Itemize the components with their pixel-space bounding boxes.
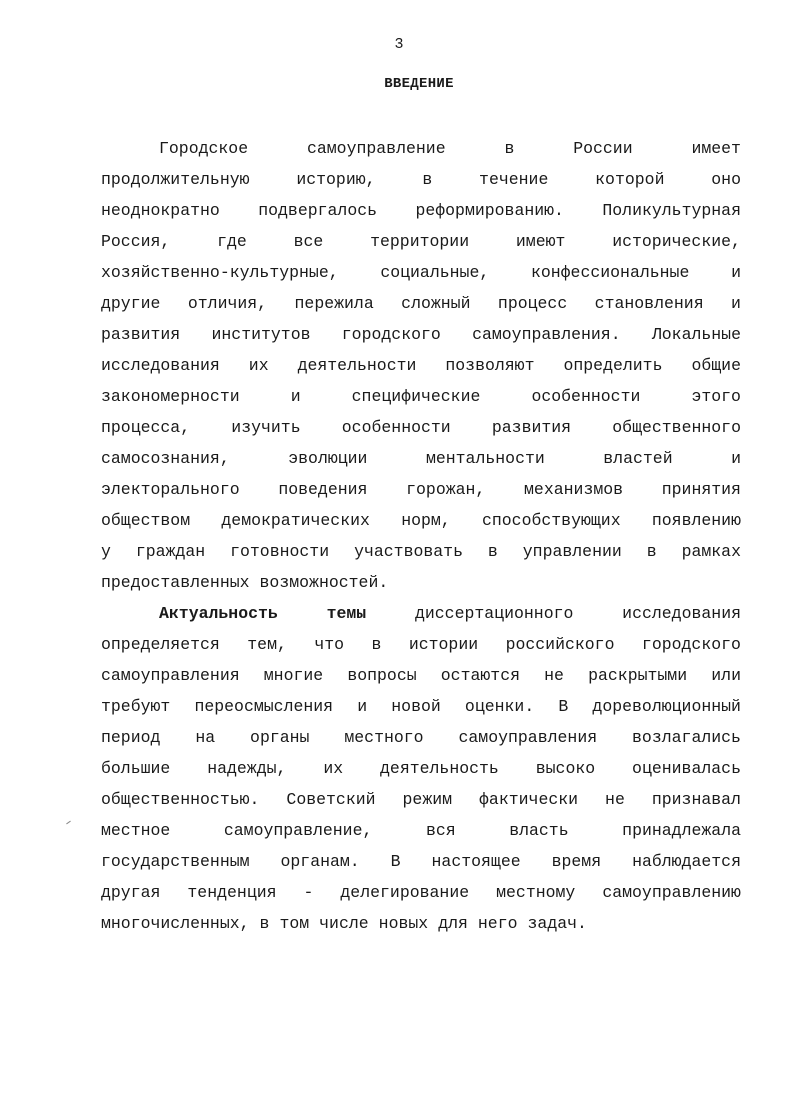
word: и [731,449,741,468]
word: Россия, [101,232,171,251]
word: или [711,666,741,685]
section-heading: ВВЕДЕНИЕ [384,76,454,92]
text-line [101,846,741,877]
text-line [101,288,741,319]
word: местное [101,821,171,840]
word: в [422,170,433,189]
word: для [438,914,468,933]
word: эволюции [288,449,368,468]
word: их [248,356,269,375]
word: Советский [286,790,376,809]
word: и [357,697,368,716]
word: в [504,139,515,158]
word: электорального [101,480,240,499]
word: тем, [247,635,287,654]
word: В [558,697,569,716]
word: появлению [651,511,741,530]
word: другая [101,883,161,902]
page-number: 3 [394,36,404,53]
word: городского [641,635,741,654]
text-line [101,598,741,629]
word: делегирование [340,883,470,902]
word: неоднократно [101,201,220,220]
word: имеет [691,139,741,158]
word: изучить [231,418,301,437]
word: том [279,914,310,933]
text-line [101,784,741,815]
text-line [101,629,741,660]
word: органам. [280,852,360,871]
word: пережила [294,294,374,313]
word: принадлежала [622,821,741,840]
word: институтов [211,325,311,344]
word: общественного [612,418,741,437]
text-line [101,226,741,257]
word: рамках [681,542,741,561]
bold-term: Актуальность [159,604,278,623]
word: самоуправления. [472,325,621,344]
word: управлении [522,542,622,561]
text-line [101,381,741,412]
word: у [101,542,111,561]
text-line [101,660,741,691]
word: дореволюционный [592,697,741,716]
word: В [390,852,401,871]
word: общие [691,356,741,375]
word: и [731,263,741,282]
word: сложный [401,294,471,313]
word: - [303,883,314,902]
word: самоуправления [101,666,240,685]
word: подвергалось [258,201,378,220]
word: высоко [535,759,596,778]
word: местному [496,883,576,902]
text-line [101,257,741,288]
word: признавал [651,790,741,809]
word: этого [691,387,741,406]
word: становления [594,294,704,313]
word: органы [250,728,310,747]
word: России [573,139,633,158]
word: российского [505,635,615,654]
word: в [487,542,498,561]
word: самоуправлению [602,883,741,902]
word: исследования [622,604,741,623]
word: историю, [296,170,376,189]
word: на [195,728,216,747]
word: властей [603,449,673,468]
word: ментальности [425,449,545,468]
text-line [101,350,741,381]
word: раскрытыми [588,666,688,685]
word: продолжительную [101,170,250,189]
word: все [293,232,324,251]
word: новой [391,697,441,716]
word: поведения [278,480,368,499]
word: не [605,790,625,809]
word: самосознания, [101,449,230,468]
word: вся [425,821,456,840]
word: закономерности [101,387,240,406]
word: него [477,914,518,933]
word: процесс [497,294,568,313]
text-line [101,536,741,567]
text-line [101,319,741,350]
word: Городское [159,139,249,158]
word: и [290,387,301,406]
word: тенденция [187,883,277,902]
word: конфессиональные [530,263,690,282]
word: наблюдается [632,852,741,871]
word: время [551,852,602,871]
word: переосмысления [194,697,334,716]
word: большие [101,759,171,778]
word: многие [263,666,324,685]
word: оценивалась [632,759,741,778]
text-line [101,691,741,722]
paragraph-introduction [101,133,741,598]
word: специфические [351,387,481,406]
margin-mark [66,821,71,825]
word: истории [408,635,479,654]
word: режим [402,790,453,809]
word: период [101,728,161,747]
word: и [731,294,741,313]
word: развития [491,418,572,437]
word: государственным [101,852,250,871]
word: многочисленных, [101,914,250,933]
word: отличия, [187,294,268,313]
word: течение [479,170,549,189]
word: их [323,759,344,778]
paragraph-relevance [101,598,741,939]
word: предоставленных [101,573,250,592]
word: самоуправление, [223,821,373,840]
word: другие [101,294,161,313]
word: числе [319,914,369,933]
bold-term: темы [326,604,367,623]
word: готовности [230,542,330,561]
word: в [259,914,270,933]
word: деятельность [380,759,499,778]
word: норм, [401,511,451,530]
word: самоуправления [458,728,598,747]
word: остаются [440,666,520,685]
word: социальные, [380,263,490,282]
word: что [314,635,345,654]
word: имеют [515,232,566,251]
word: городского [341,325,441,344]
word: местного [344,728,424,747]
word: граждан [135,542,206,561]
word: реформированию. [415,201,564,220]
word: вопросы [347,666,417,685]
word: в [371,635,382,654]
text-line [101,164,741,195]
word: надежды, [207,759,287,778]
word: фактически [479,790,579,809]
word: задач. [527,914,587,933]
text-line [101,505,741,536]
word: диссертационного [414,604,574,623]
text-line [101,877,741,908]
word: определить [563,356,663,375]
word: настоящее [431,852,521,871]
text-line [101,195,741,226]
word: процесса, [101,418,191,437]
word: хозяйственно-культурные, [101,263,339,282]
text-line [101,412,741,443]
word: обществом [101,511,191,530]
word: развития [101,325,181,344]
word: позволяют [445,356,535,375]
word: новых [378,914,429,933]
word: которой [595,170,665,189]
word: особенности [531,387,641,406]
word: оно [711,170,741,189]
word: власть [509,821,569,840]
text-line [101,133,741,164]
text-line [101,908,741,939]
word: оценки. [464,697,535,716]
word: определяется [101,635,220,654]
word: особенности [341,418,451,437]
word: участвовать [354,542,463,561]
word: общественностью. [101,790,260,809]
word: не [544,666,564,685]
word: способствующих [481,511,621,530]
word: исследования [101,356,220,375]
word: исторические, [612,232,741,251]
word: горожан, [406,480,486,499]
text-line [101,567,741,598]
word: возлагались [632,728,741,747]
text-line [101,753,741,784]
word: требуют [101,697,171,716]
word: в [646,542,657,561]
word: где [217,232,247,251]
word: принятия [661,480,741,499]
text-line [101,474,741,505]
text-line [101,443,741,474]
word: демократических [221,511,370,530]
word: территории [370,232,470,251]
word: Локальные [651,325,741,344]
word: самоуправление [306,139,446,158]
word: Поликультурная [602,201,741,220]
word: деятельности [297,356,417,375]
text-line [101,815,741,846]
word: возможностей. [259,573,389,592]
text-line [101,722,741,753]
word: механизмов [524,480,624,499]
